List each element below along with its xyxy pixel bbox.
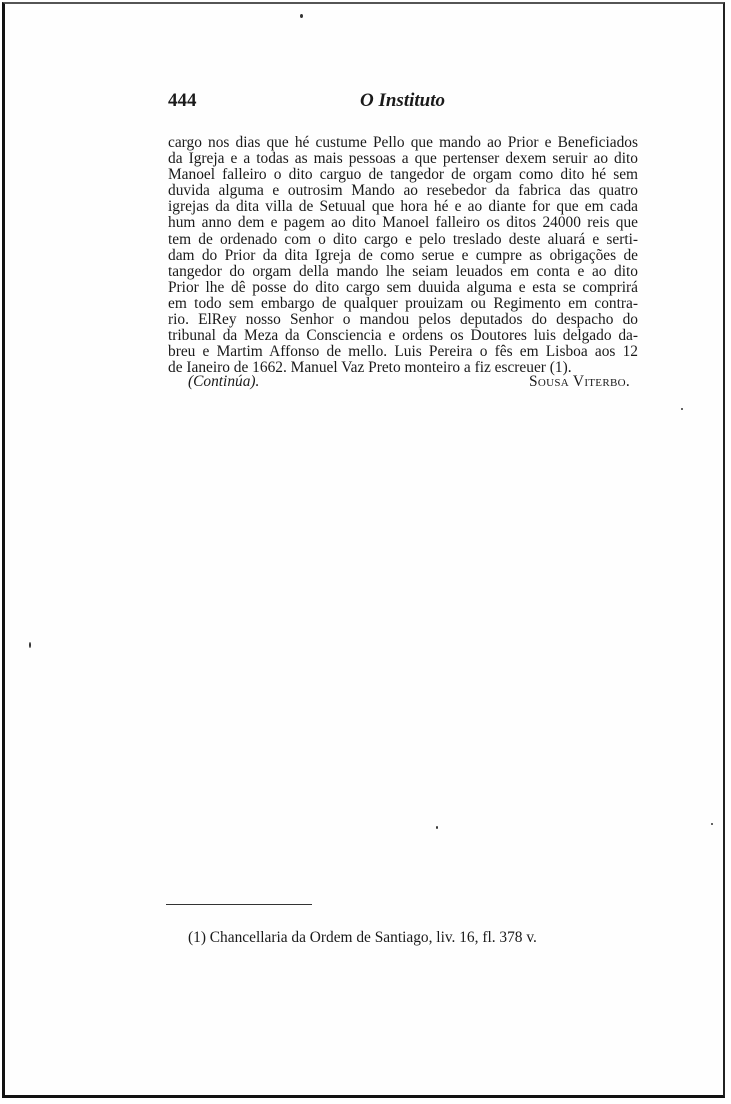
body-text — [168, 135, 638, 376]
footnote: (1) Chancellaria da Ordem de Santiago, liv. 16, fl. 378 v. — [188, 929, 537, 946]
body-line: duvida alguma e outrosim Mando ao resebedor da fabrica das quatro — [168, 182, 638, 200]
scan-speck — [436, 826, 438, 829]
body-line: Prior lhe dê posse do dito cargo sem duuida alguma e esta se comprirá — [168, 278, 638, 296]
body-line: rio. ElRey nosso Senhor o mandou pelos deputados do despacho do — [168, 311, 638, 329]
body-line: tribunal da Meza da Consciencia e ordens os Doutores luis delgado da- — [168, 327, 638, 345]
scan-speck — [711, 823, 713, 825]
body-line: cargo nos dias que hé custume Pello que mando ao Prior e Beneficiados — [168, 134, 638, 151]
page-number: 444 — [168, 90, 197, 111]
body-line: da Igreja e a todas as mais pessoas a que pertenser dexem seruir ao dito — [168, 150, 638, 168]
body-line: tangedor do orgam della mando lhe seiam leuados em conta e ao dito — [168, 262, 638, 280]
scan-speck — [300, 14, 303, 18]
body-line: igrejas da dita villa de Setuual que hora hé e ao diante for que em cada — [168, 198, 638, 216]
body-line: em todo sem embargo de qualquer prouizam ou Regimento em contra- — [168, 294, 638, 312]
body-line: hum anno dem e pagem ao dito Manoel falleiro os ditos 24000 reis que — [168, 214, 638, 232]
running-title: O Instituto — [360, 90, 446, 111]
body-line: tem de ordenado com o dito cargo e pelo treslado deste aluará e serti- — [168, 230, 638, 248]
body-line: Manoel falleiro o dito carguo de tangedor de orgam como dito hé sem — [168, 166, 638, 184]
signature-row — [168, 373, 638, 393]
body-line: de Ianeiro de 1662. Manuel Vaz Preto monteiro a fiz escreuer (1). — [168, 359, 572, 377]
footnote-rule — [166, 904, 312, 905]
scan-speck — [681, 408, 683, 410]
body-line: breu e Martim Affonso de mello. Luis Pereira o fês em Lisboa aos 12 — [168, 343, 638, 361]
scan-speck — [29, 642, 31, 648]
author-signature: Sousa Viterbo. — [529, 373, 630, 390]
continua-note: (Continúa). — [188, 373, 260, 390]
page-header — [168, 90, 638, 116]
body-line: dam do Prior da dita Igreja de como serue e cumpre as obrigações de — [168, 246, 638, 264]
